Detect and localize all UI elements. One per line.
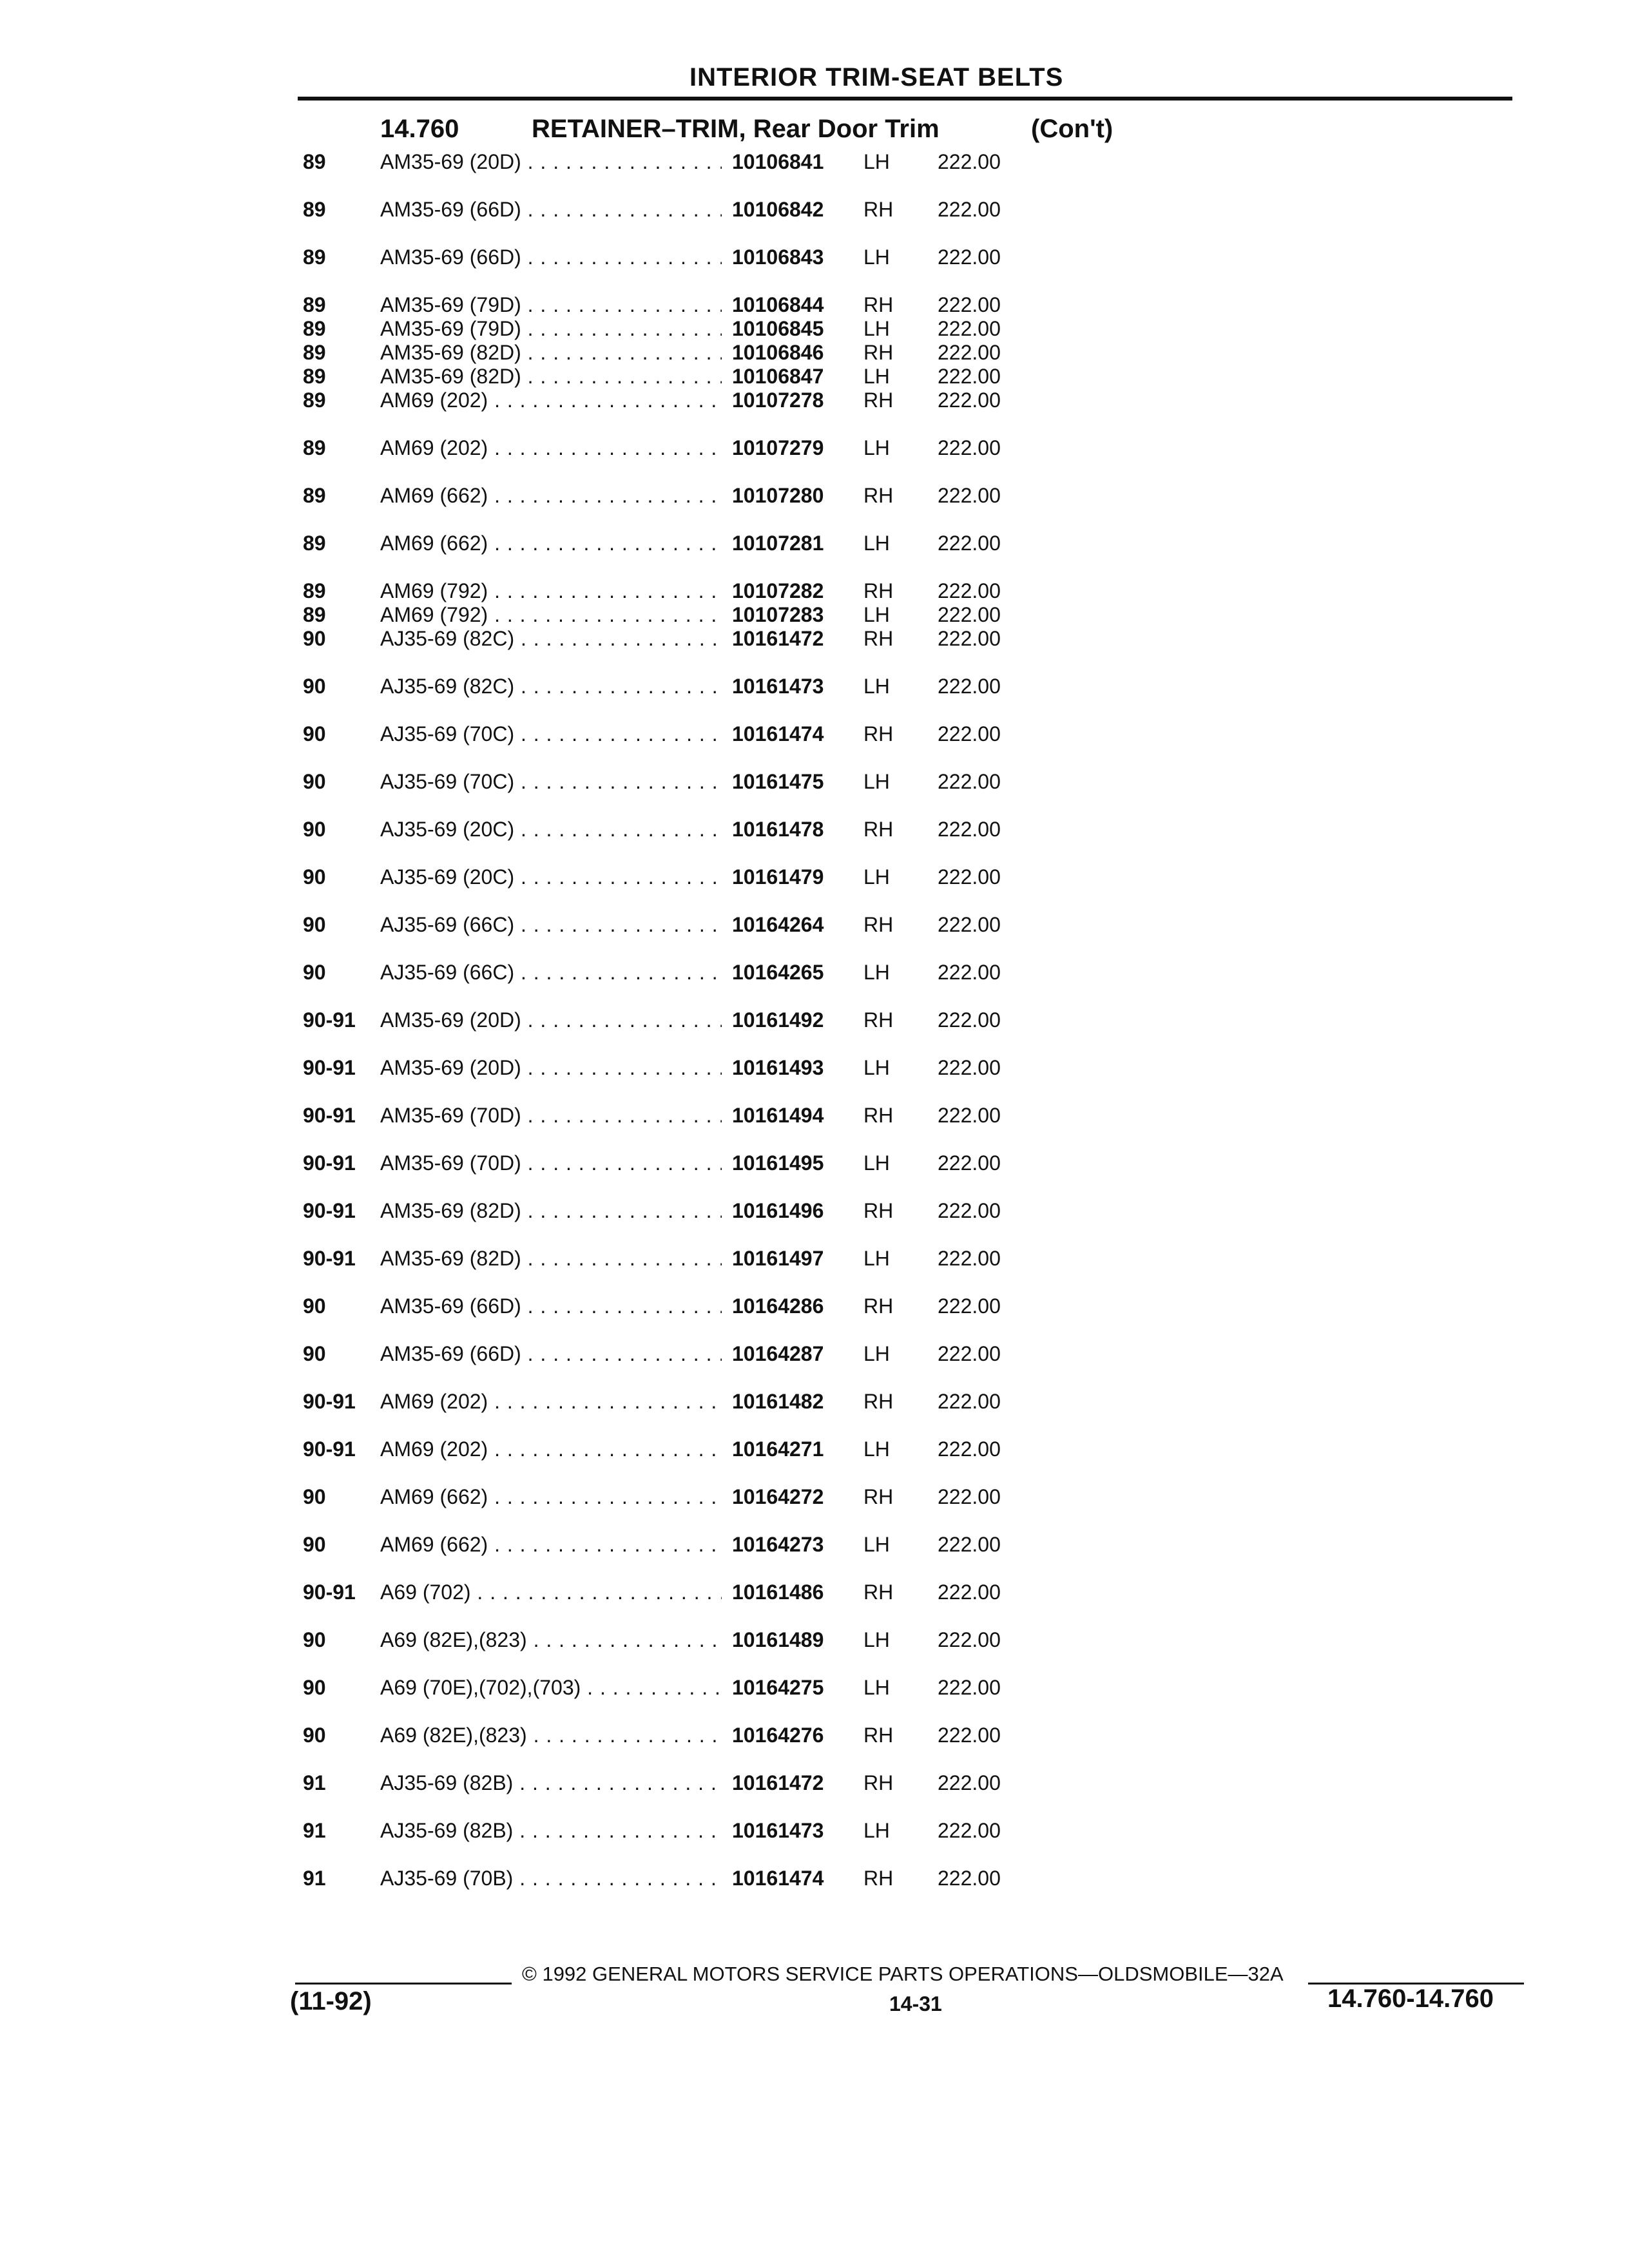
- index-ref: 90: [303, 1342, 326, 1365]
- table-row: [303, 1103, 1527, 1151]
- model-code: AM35-69 (20D) . . .: [380, 149, 722, 174]
- part-number: 10106844: [732, 293, 824, 316]
- model-code: A69 (82E),(823) . . .: [380, 1723, 722, 1747]
- side-code: LH: [863, 603, 890, 626]
- index-ref: 91: [303, 1819, 326, 1842]
- model-code: AM69 (202) . . .: [380, 1437, 722, 1461]
- side-code: LH: [863, 1247, 890, 1270]
- part-number: 10107282: [732, 579, 824, 602]
- price-value: 222.00: [938, 961, 1001, 984]
- part-number: 10164273: [732, 1533, 824, 1556]
- side-code: RH: [863, 341, 894, 364]
- model-code: AJ35-69 (66C) . . .: [380, 960, 722, 985]
- price-value: 222.00: [938, 913, 1001, 936]
- index-ref: 89: [303, 603, 326, 626]
- price-value: 222.00: [938, 341, 1001, 364]
- index-ref: 90: [303, 1294, 326, 1318]
- price-value: 222.00: [938, 627, 1001, 650]
- part-number: 10164271: [732, 1437, 824, 1461]
- price-value: 222.00: [938, 1724, 1001, 1747]
- part-number: 10164272: [732, 1485, 824, 1508]
- price-value: 222.00: [938, 1342, 1001, 1365]
- side-code: LH: [863, 1151, 890, 1175]
- model-code: AM69 (792) . . .: [380, 579, 722, 603]
- model-code: AM35-69 (20D) . . .: [380, 1008, 722, 1032]
- price-value: 222.00: [938, 579, 1001, 602]
- price-value: 222.00: [938, 1199, 1001, 1222]
- table-row: [303, 245, 1527, 293]
- model-code: AM69 (202) . . .: [380, 436, 722, 460]
- top-rule: [298, 97, 1512, 101]
- side-code: RH: [863, 1771, 894, 1794]
- index-ref: 89: [303, 436, 326, 459]
- model-code: AM69 (662) . . .: [380, 1532, 722, 1557]
- side-code: RH: [863, 1485, 894, 1508]
- side-code: LH: [863, 675, 890, 698]
- side-code: RH: [863, 627, 894, 650]
- price-value: 222.00: [938, 1581, 1001, 1604]
- price-value: 222.00: [938, 150, 1001, 173]
- index-ref: 90: [303, 722, 326, 745]
- table-row: [303, 1818, 1527, 1866]
- index-ref: 89: [303, 293, 326, 316]
- index-ref: 89: [303, 389, 326, 412]
- side-code: RH: [863, 1724, 894, 1747]
- price-value: 222.00: [938, 1294, 1001, 1318]
- table-row: [303, 1294, 1527, 1341]
- model-code: AJ35-69 (70C) . . .: [380, 769, 722, 794]
- price-value: 222.00: [938, 675, 1001, 698]
- index-ref: 90: [303, 1628, 326, 1651]
- table-row: [303, 960, 1527, 1008]
- side-code: LH: [863, 1819, 890, 1842]
- index-ref: 90: [303, 1724, 326, 1747]
- model-code: AM35-69 (70D) . . .: [380, 1151, 722, 1175]
- model-code: AM35-69 (82D) . . .: [380, 364, 722, 389]
- footer-rule-left: [295, 1983, 512, 1984]
- model-code: AM69 (202) . . .: [380, 1389, 722, 1414]
- index-ref: 90: [303, 913, 326, 936]
- part-number: 10161478: [732, 818, 824, 841]
- model-code: AM35-69 (66D) . . .: [380, 197, 722, 222]
- price-value: 222.00: [938, 1485, 1001, 1508]
- part-number: 10161492: [732, 1008, 824, 1032]
- index-ref: 89: [303, 365, 326, 388]
- model-code: AM35-69 (82D) . . .: [380, 1246, 722, 1271]
- part-number: 10107281: [732, 532, 824, 555]
- table-row: [303, 1151, 1527, 1198]
- index-ref: 90-91: [303, 1151, 356, 1175]
- price-value: 222.00: [938, 603, 1001, 626]
- model-code: A69 (702) . . .: [380, 1580, 722, 1604]
- part-number: 10161475: [732, 770, 824, 793]
- part-number: 10161482: [732, 1390, 824, 1413]
- index-ref: 89: [303, 317, 326, 340]
- table-row: [303, 483, 1527, 531]
- part-number: 10161497: [732, 1247, 824, 1270]
- part-number: 10164264: [732, 913, 824, 936]
- part-number: 10164265: [732, 961, 824, 984]
- part-number: 10161479: [732, 865, 824, 889]
- model-code: AJ35-69 (20C) . . .: [380, 865, 722, 889]
- part-number: 10106847: [732, 365, 824, 388]
- model-code: A69 (82E),(823) . . .: [380, 1628, 722, 1652]
- model-code: AM69 (202) . . .: [380, 388, 722, 412]
- index-ref: 90: [303, 627, 326, 650]
- side-code: RH: [863, 389, 894, 412]
- part-number: 10161494: [732, 1104, 824, 1127]
- part-number: 10161486: [732, 1581, 824, 1604]
- table-row: [303, 436, 1527, 483]
- index-ref: 91: [303, 1771, 326, 1794]
- part-number: 10106841: [732, 150, 824, 173]
- table-row: [303, 1008, 1527, 1055]
- model-code: AJ35-69 (82C) . . .: [380, 626, 722, 651]
- model-code: AJ35-69 (20C) . . .: [380, 817, 722, 841]
- price-value: 222.00: [938, 198, 1001, 221]
- side-code: LH: [863, 365, 890, 388]
- table-row: [303, 1389, 1527, 1437]
- price-value: 222.00: [938, 722, 1001, 745]
- part-number: 10164287: [732, 1342, 824, 1365]
- index-ref: 89: [303, 245, 326, 269]
- index-ref: 89: [303, 150, 326, 173]
- price-value: 222.00: [938, 532, 1001, 555]
- table-row: [303, 674, 1527, 722]
- part-number: 10161473: [732, 675, 824, 698]
- price-value: 222.00: [938, 1056, 1001, 1079]
- part-number: 10161495: [732, 1151, 824, 1175]
- price-value: 222.00: [938, 1437, 1001, 1461]
- model-code: AJ35-69 (66C) . . .: [380, 912, 722, 937]
- price-value: 222.00: [938, 1819, 1001, 1842]
- index-ref: 89: [303, 532, 326, 555]
- index-ref: 90: [303, 675, 326, 698]
- price-value: 222.00: [938, 770, 1001, 793]
- side-code: RH: [863, 1581, 894, 1604]
- table-row: [303, 316, 1527, 340]
- table-row: [303, 579, 1527, 602]
- price-value: 222.00: [938, 1867, 1001, 1890]
- index-ref: 89: [303, 579, 326, 602]
- table-row: [303, 531, 1527, 579]
- price-value: 222.00: [938, 1771, 1001, 1794]
- model-code: AM35-69 (66D) . . .: [380, 245, 722, 269]
- side-code: LH: [863, 317, 890, 340]
- model-code: AM35-69 (70D) . . .: [380, 1103, 722, 1128]
- price-value: 222.00: [938, 1104, 1001, 1127]
- side-code: RH: [863, 818, 894, 841]
- side-code: RH: [863, 913, 894, 936]
- side-code: LH: [863, 245, 890, 269]
- model-code: AM35-69 (20D) . . .: [380, 1055, 722, 1080]
- side-code: LH: [863, 1676, 890, 1699]
- part-number: 10161493: [732, 1056, 824, 1079]
- parts-table: [303, 149, 1527, 1914]
- price-value: 222.00: [938, 1676, 1001, 1699]
- side-code: RH: [863, 579, 894, 602]
- side-code: LH: [863, 1342, 890, 1365]
- table-row: [303, 364, 1527, 388]
- table-row: [303, 1055, 1527, 1103]
- model-code: AM35-69 (66D) . . .: [380, 1341, 722, 1366]
- side-code: RH: [863, 484, 894, 507]
- side-code: RH: [863, 293, 894, 316]
- price-value: 222.00: [938, 1390, 1001, 1413]
- index-ref: 90-91: [303, 1199, 356, 1222]
- index-ref: 90-91: [303, 1437, 356, 1461]
- table-row: [303, 1580, 1527, 1628]
- table-row: [303, 769, 1527, 817]
- table-row: [303, 388, 1527, 436]
- part-number: 10107280: [732, 484, 824, 507]
- table-row: [303, 912, 1527, 960]
- part-number: 10161474: [732, 1867, 824, 1890]
- model-code: AM35-69 (79D) . . .: [380, 316, 722, 341]
- section-title: RETAINER–TRIM, Rear Door Trim: [532, 115, 940, 143]
- price-value: 222.00: [938, 436, 1001, 459]
- side-code: RH: [863, 1199, 894, 1222]
- index-ref: 90: [303, 865, 326, 889]
- side-code: RH: [863, 1294, 894, 1318]
- price-value: 222.00: [938, 317, 1001, 340]
- table-row: [303, 340, 1527, 364]
- footer-date-code: (11-92): [290, 1987, 372, 2015]
- index-ref: 90: [303, 818, 326, 841]
- index-ref: 90: [303, 961, 326, 984]
- index-ref: 90: [303, 1485, 326, 1508]
- part-number: 10107279: [732, 436, 824, 459]
- page-title: INTERIOR TRIM-SEAT BELTS: [689, 63, 1064, 91]
- table-row: [303, 1723, 1527, 1771]
- index-ref: 90-91: [303, 1581, 356, 1604]
- index-ref: 90-91: [303, 1008, 356, 1032]
- table-row: [303, 1485, 1527, 1532]
- model-code: A69 (70E),(702),(703) . . .: [380, 1675, 722, 1700]
- index-ref: 91: [303, 1867, 326, 1890]
- table-row: [303, 1341, 1527, 1389]
- model-code: AM69 (792) . . .: [380, 602, 722, 627]
- table-row: [303, 149, 1527, 197]
- footer-ref-range: 14.760-14.760: [1327, 1984, 1494, 2013]
- model-code: AM35-69 (66D) . . .: [380, 1294, 722, 1318]
- table-row: [303, 197, 1527, 245]
- index-ref: 90: [303, 1676, 326, 1699]
- part-number: 10161489: [732, 1628, 824, 1651]
- index-ref: 89: [303, 341, 326, 364]
- price-value: 222.00: [938, 1008, 1001, 1032]
- side-code: LH: [863, 1533, 890, 1556]
- side-code: RH: [863, 1867, 894, 1890]
- side-code: LH: [863, 436, 890, 459]
- index-ref: 89: [303, 198, 326, 221]
- model-code: AJ35-69 (82C) . . .: [380, 674, 722, 698]
- side-code: LH: [863, 532, 890, 555]
- model-code: AJ35-69 (70B) . . .: [380, 1866, 722, 1890]
- table-row: [303, 293, 1527, 316]
- part-number: 10106842: [732, 198, 824, 221]
- index-ref: 90-91: [303, 1104, 356, 1127]
- part-number: 10161474: [732, 722, 824, 745]
- index-ref: 90-91: [303, 1247, 356, 1270]
- price-value: 222.00: [938, 1533, 1001, 1556]
- price-value: 222.00: [938, 389, 1001, 412]
- side-code: LH: [863, 1437, 890, 1461]
- price-value: 222.00: [938, 1151, 1001, 1175]
- part-number: 10107278: [732, 389, 824, 412]
- part-number: 10161473: [732, 1819, 824, 1842]
- side-code: RH: [863, 198, 894, 221]
- table-row: [303, 602, 1527, 626]
- index-ref: 90: [303, 770, 326, 793]
- part-number: 10164286: [732, 1294, 824, 1318]
- table-row: [303, 1437, 1527, 1485]
- price-value: 222.00: [938, 1247, 1001, 1270]
- part-number: 10164276: [732, 1724, 824, 1747]
- part-number: 10161472: [732, 627, 824, 650]
- part-number: 10107283: [732, 603, 824, 626]
- table-row: [303, 1532, 1527, 1580]
- table-row: [303, 1675, 1527, 1723]
- side-code: RH: [863, 1008, 894, 1032]
- part-number: 10161496: [732, 1199, 824, 1222]
- table-row: [303, 1628, 1527, 1675]
- index-ref: 89: [303, 484, 326, 507]
- index-ref: 90: [303, 1533, 326, 1556]
- model-code: AM35-69 (79D) . . .: [380, 293, 722, 317]
- model-code: AM69 (662) . . .: [380, 1485, 722, 1509]
- section-number: 14.760: [380, 115, 459, 143]
- section-continued: (Con't): [1031, 115, 1113, 143]
- side-code: LH: [863, 770, 890, 793]
- model-code: AJ35-69 (70C) . . .: [380, 722, 722, 746]
- price-value: 222.00: [938, 1628, 1001, 1651]
- table-row: [303, 817, 1527, 865]
- part-number: 10164275: [732, 1676, 824, 1699]
- table-row: [303, 1771, 1527, 1818]
- footer-page-number: 14-31: [889, 1992, 942, 2015]
- side-code: RH: [863, 1390, 894, 1413]
- table-row: [303, 865, 1527, 912]
- index-ref: 90-91: [303, 1390, 356, 1413]
- price-value: 222.00: [938, 484, 1001, 507]
- part-number: 10106846: [732, 341, 824, 364]
- part-number: 10106843: [732, 245, 824, 269]
- footer-copyright: © 1992 GENERAL MOTORS SERVICE PARTS OPERATIONS—OLDSMOBILE—32A: [522, 1963, 1284, 1985]
- price-value: 222.00: [938, 818, 1001, 841]
- table-row: [303, 722, 1527, 769]
- model-code: AJ35-69 (82B) . . .: [380, 1818, 722, 1843]
- price-value: 222.00: [938, 365, 1001, 388]
- price-value: 222.00: [938, 865, 1001, 889]
- side-code: RH: [863, 1104, 894, 1127]
- model-code: AJ35-69 (82B) . . .: [380, 1771, 722, 1795]
- side-code: RH: [863, 722, 894, 745]
- side-code: LH: [863, 961, 890, 984]
- price-value: 222.00: [938, 293, 1001, 316]
- table-row: [303, 1246, 1527, 1294]
- side-code: LH: [863, 1056, 890, 1079]
- side-code: LH: [863, 865, 890, 889]
- table-row: [303, 1198, 1527, 1246]
- table-row: [303, 1866, 1527, 1914]
- part-number: 10161472: [732, 1771, 824, 1794]
- model-code: AM35-69 (82D) . . .: [380, 1198, 722, 1223]
- part-number: 10106845: [732, 317, 824, 340]
- side-code: LH: [863, 150, 890, 173]
- model-code: AM69 (662) . . .: [380, 531, 722, 555]
- model-code: AM35-69 (82D) . . .: [380, 340, 722, 365]
- side-code: LH: [863, 1628, 890, 1651]
- index-ref: 90-91: [303, 1056, 356, 1079]
- table-row: [303, 626, 1527, 674]
- price-value: 222.00: [938, 245, 1001, 269]
- model-code: AM69 (662) . . .: [380, 483, 722, 508]
